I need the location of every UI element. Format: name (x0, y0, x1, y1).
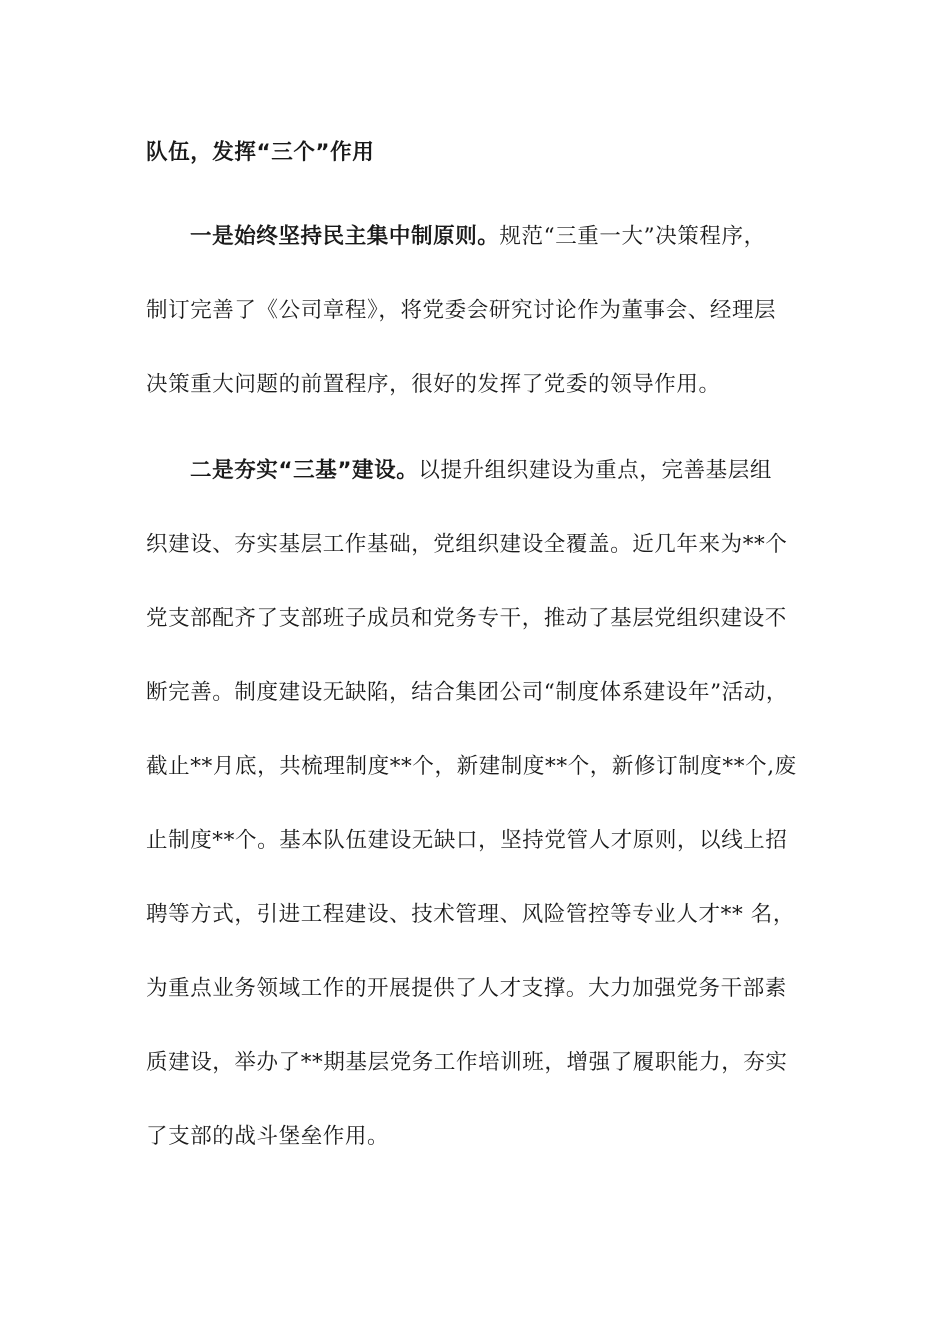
paragraph-2-line-10: 了支部的战斗堡垒作用。 (146, 1124, 390, 1149)
paragraph-2-line-2: 织建设、夯实基层工作基础，党组织建设全覆盖。近几年来为**个 (146, 532, 788, 557)
paragraph-2-line-1 (190, 456, 850, 486)
paragraph-2-line-5: 截止**月底，共梳理制度**个，新建制度**个，新修订制度**个,废 (146, 754, 797, 779)
paragraph-2-line-6: 止制度**个。基本队伍建设无缺口，坚持党管人才原则，以线上招 (146, 828, 788, 853)
paragraph-1-line-1 (190, 222, 850, 252)
paragraph-2-lead: 二是夯实“三基”建设。 (190, 458, 419, 483)
paragraph-2-line-1-text: 以提升组织建设为重点，完善基层组 (418, 458, 772, 483)
paragraph-1-line-2: 制订完善了《公司章程》，将党委会研究讨论作为董事会、经理层 (146, 298, 777, 323)
paragraph-2-line-7: 聘等方式，引进工程建设、技术管理、风险管控等专业人才** 名， (146, 902, 795, 927)
paragraph-2-line-3: 党支部配齐了支部班子成员和党务专干，推动了基层党组织建设不 (146, 606, 787, 631)
paragraph-1-line-3: 决策重大问题的前置程序，很好的发挥了党委的领导作用。 (146, 372, 721, 397)
paragraph-2-line-9: 质建设，举办了**期基层党务工作培训班，增强了履职能力，夯实 (146, 1050, 788, 1075)
paragraph-2-line-8: 为重点业务领域工作的开展提供了人才支撑。大力加强党务干部素 (146, 976, 787, 1001)
paragraph-2-line-4: 断完善。制度建设无缺陷，结合集团公司“制度体系建设年”活动， (146, 680, 788, 705)
paragraph-1-line-1-text: 规范“三重一大”决策程序， (499, 224, 766, 249)
section-heading-tail: 队伍，发挥“三个”作用 (146, 140, 375, 165)
paragraph-1-lead: 一是始终坚持民主集中制原则。 (190, 224, 500, 249)
